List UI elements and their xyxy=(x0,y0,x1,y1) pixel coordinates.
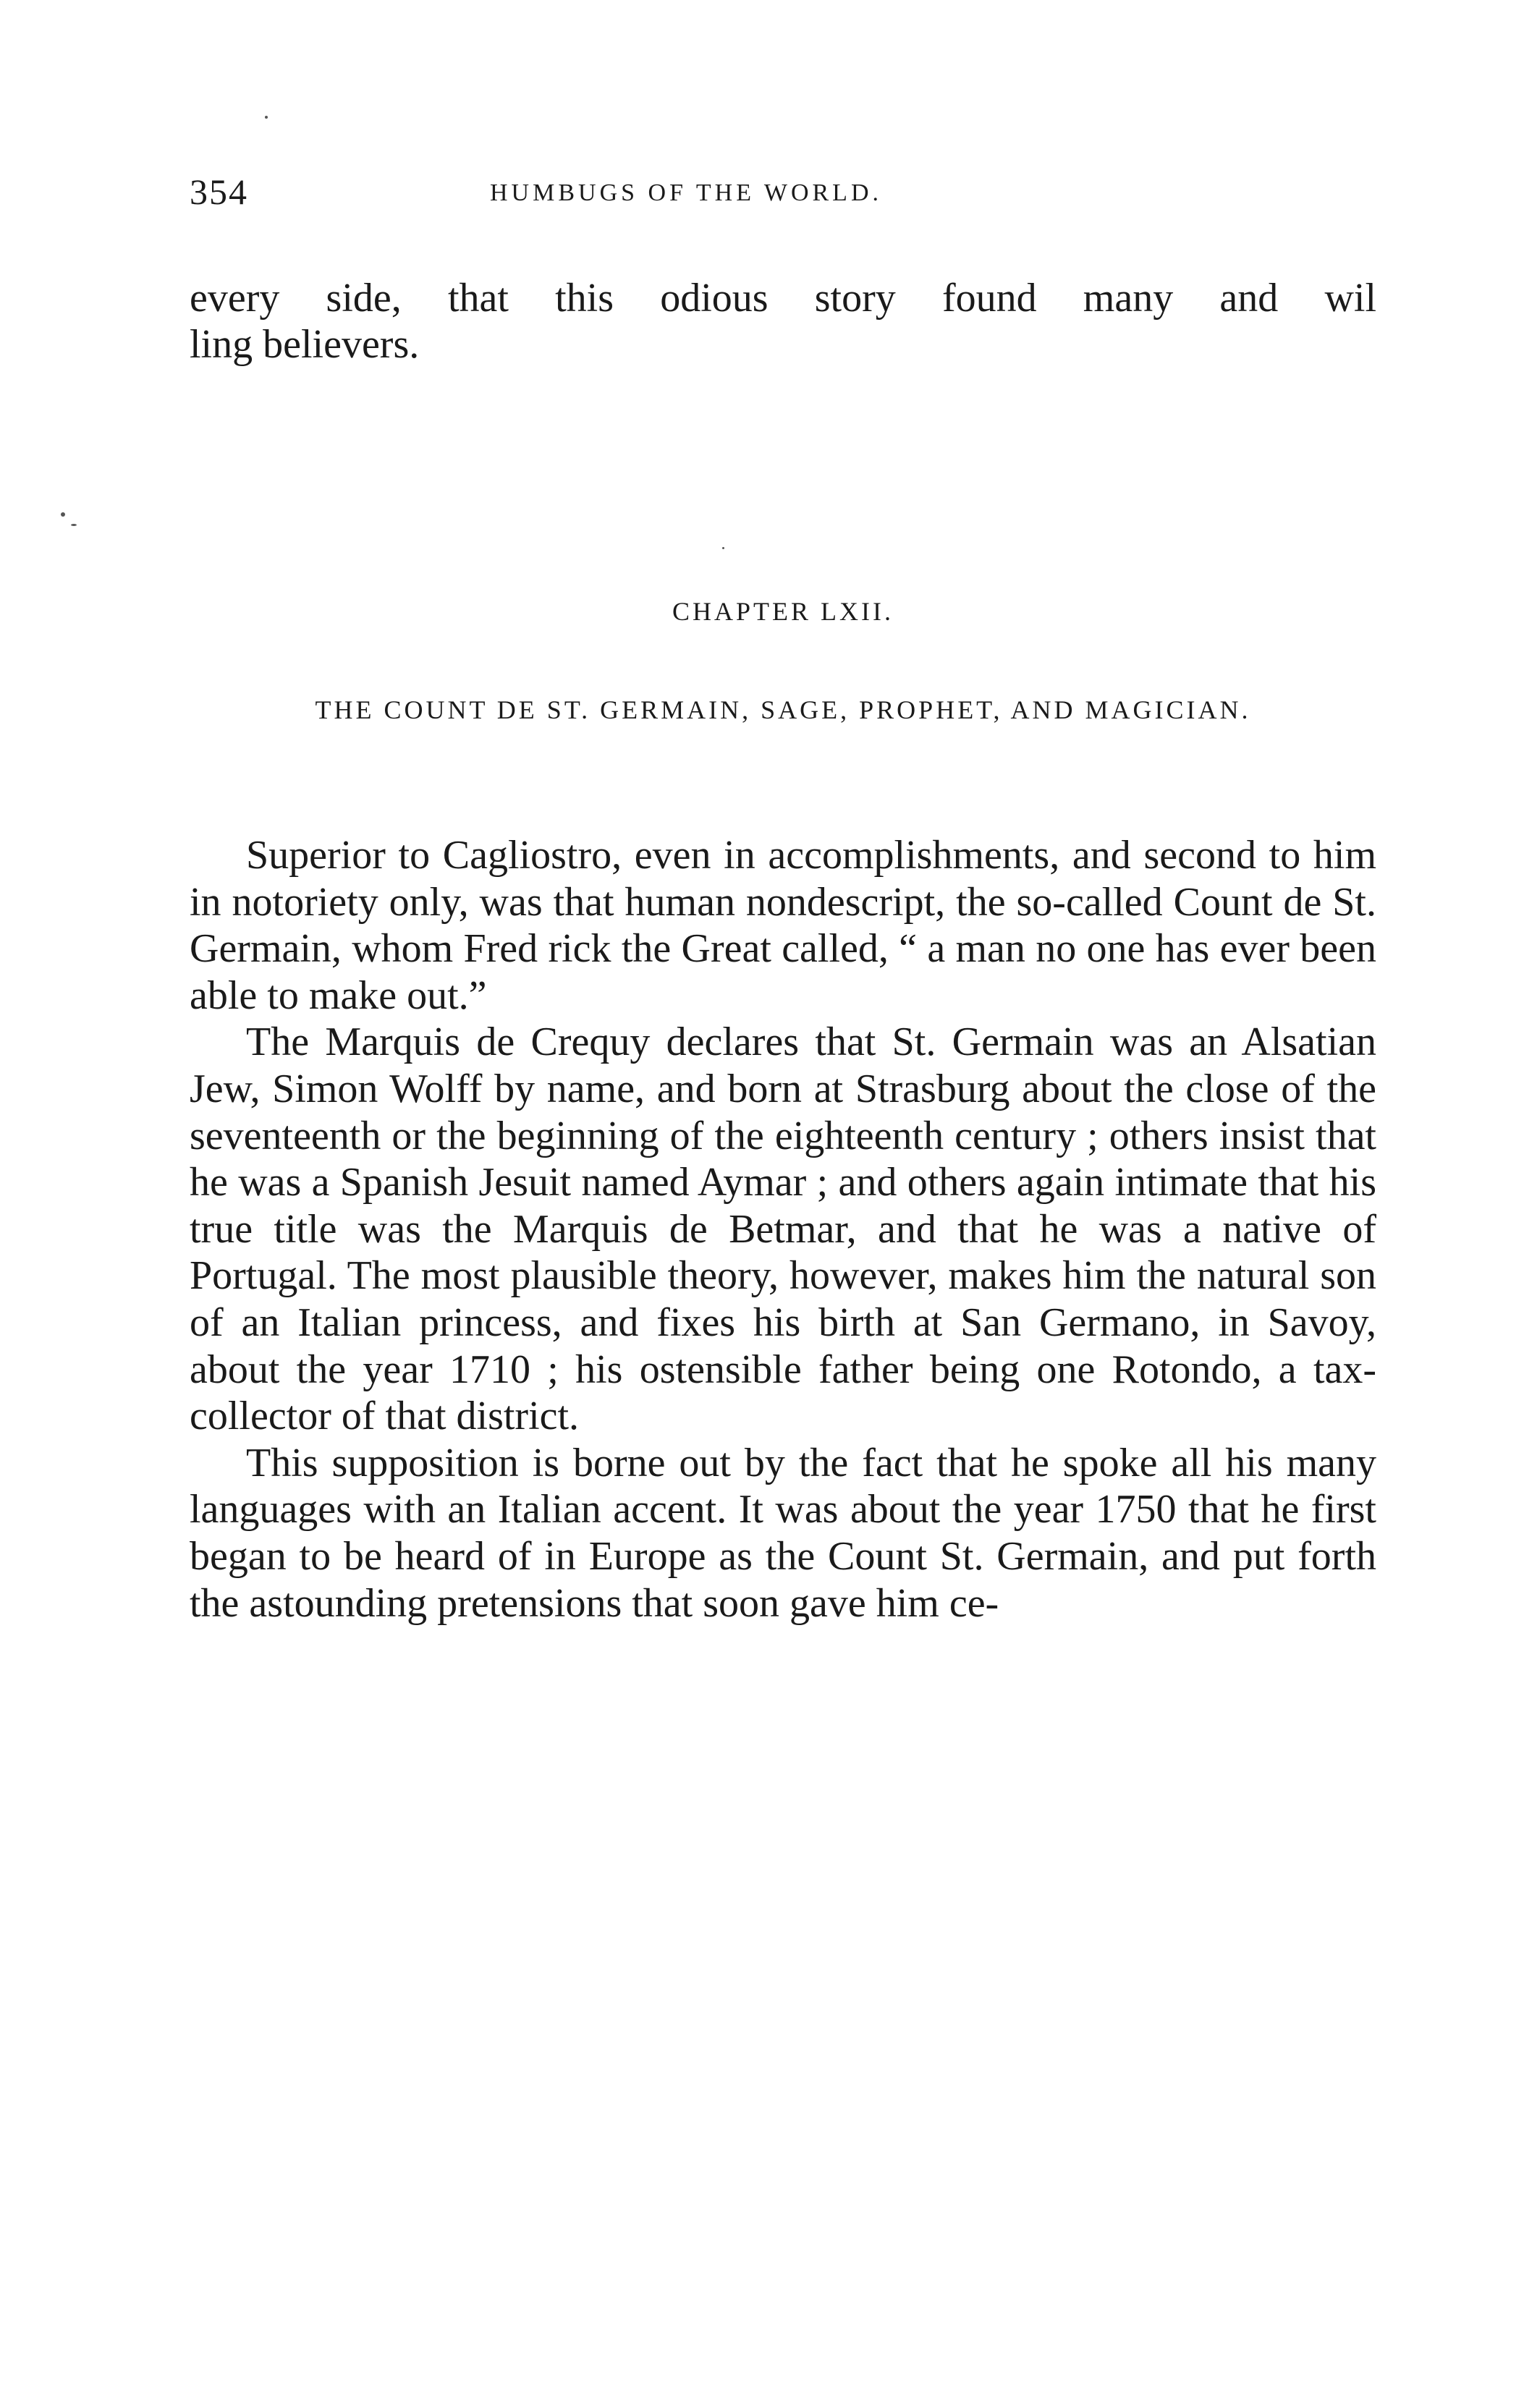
paragraph: This supposition is borne out by the fact that he spoke all his many languages with an Italian accent. It was about the year 1750 that he first began to be heard of in Europe as the Count St. Germain, and put forth the astounding pretensions that soon gave him ce- xyxy=(190,1440,1376,1626)
continued-paragraph xyxy=(190,275,1376,368)
chapter-body xyxy=(190,832,1376,1627)
paragraph: The Marquis de Crequy declares that St. Germain was an Alsatian Jew, Simon Wolff by name, and born at Strasburg about the close of the seventeenth or the beginning of the eighteenth century ; others insist that he was a Spanish Jesuit named Aymar ; and others again intimate that his true title was the Marquis de Betmar, and that he was a native of Portugal. The most plausible theory, however, makes him the natural son of an Italian princess, and fixes his birth at San Germano, in Savoy, about the year 1710 ; his ostensible father being one Rotondo, a tax-collector of that district. xyxy=(190,1019,1376,1439)
page-number: 354 xyxy=(190,171,248,212)
ink-speck xyxy=(722,547,724,549)
text-line: ling believers. xyxy=(190,322,420,367)
paragraph: Superior to Cagliostro, even in accomplishments, and second to him in notoriety only, was that human nondescript, the so-called Count de St. Germain, whom Fred rick the Great called, “ a man no one has ever been able to make out.” xyxy=(190,833,1376,1018)
text-line: every side, that this odious story found many and wil xyxy=(190,276,1376,321)
chapter-title: THE COUNT DE ST. GERMAIN, SAGE, PROPHET, AND MAGICIAN. xyxy=(315,695,1251,724)
ink-speck xyxy=(71,524,77,526)
page-header xyxy=(190,171,1376,214)
running-head: HUMBUGS OF THE WORLD. xyxy=(490,179,883,206)
ink-speck xyxy=(265,116,268,119)
ink-speck xyxy=(61,512,65,517)
chapter-number: CHAPTER LXII. xyxy=(672,597,894,626)
